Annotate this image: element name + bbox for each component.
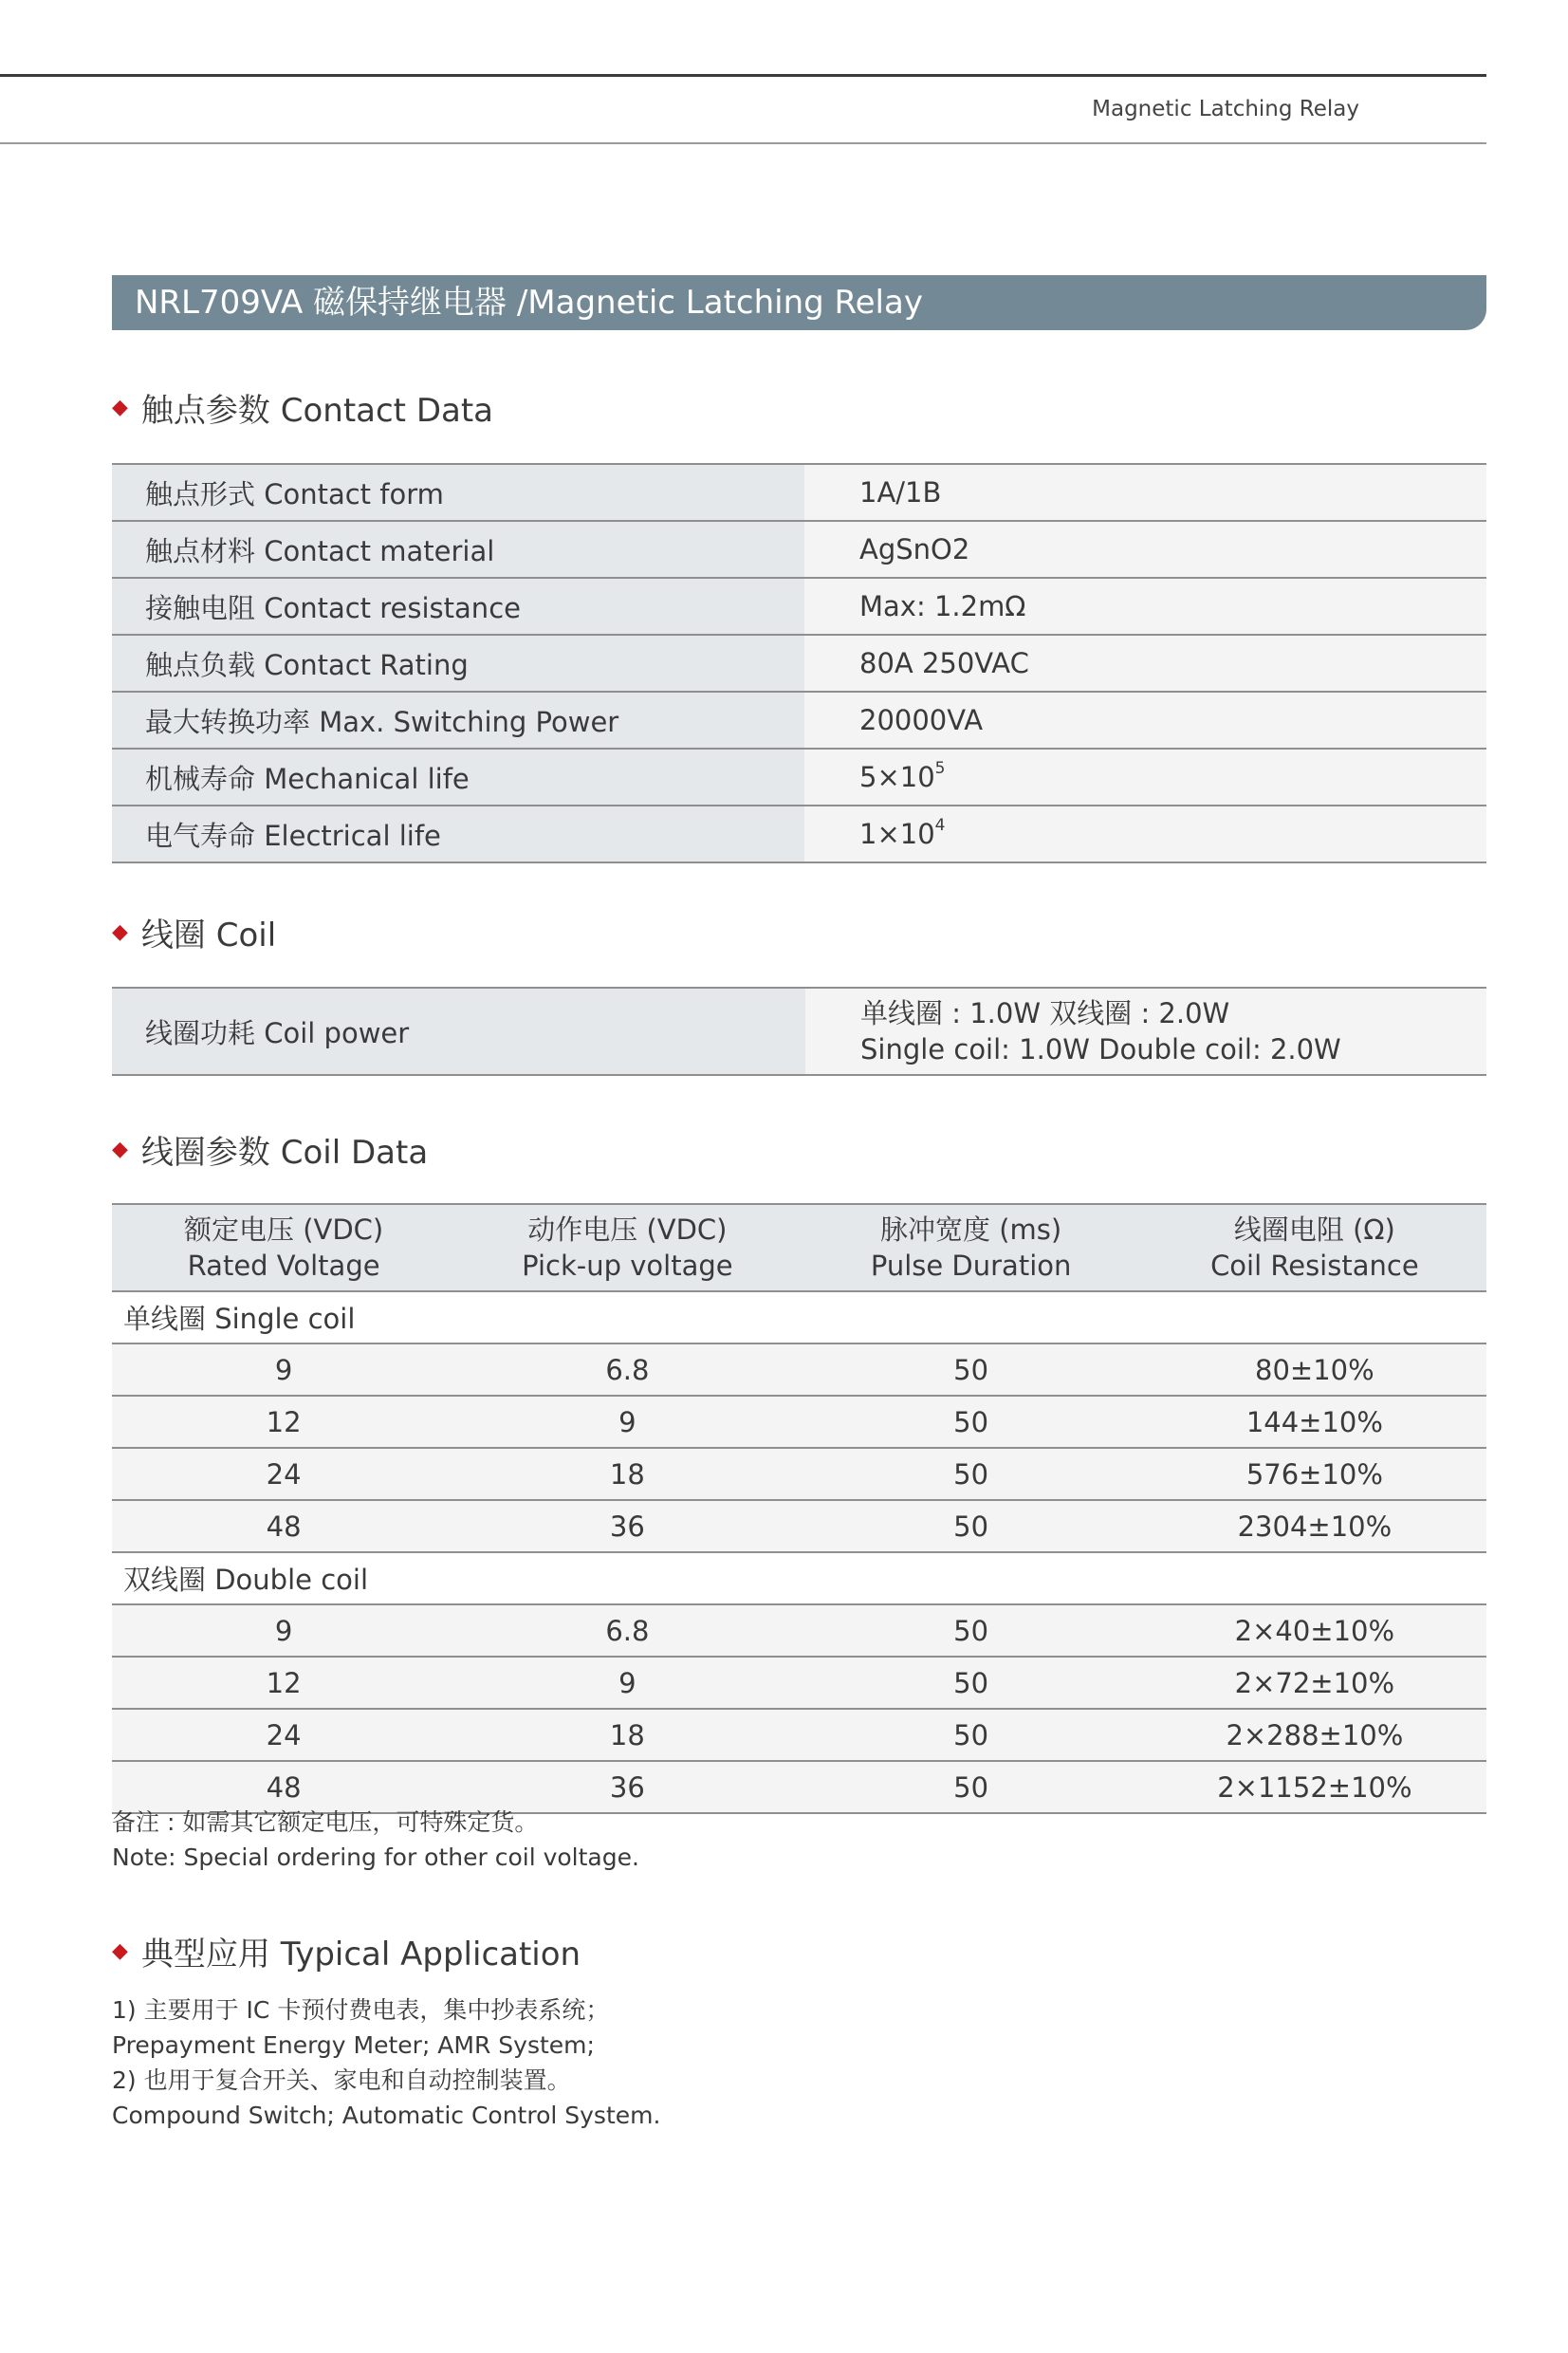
contact-data-title: 触点参数 Contact Data <box>140 392 493 430</box>
cell: 12 <box>112 1657 455 1709</box>
row-label: 接触电阻 Contact resistance <box>112 578 804 635</box>
table-row <box>112 1343 1486 1396</box>
table-header-row <box>112 1204 1486 1291</box>
table-row <box>112 1709 1486 1761</box>
cell: 9 <box>455 1396 799 1448</box>
cell: 576±10% <box>1143 1448 1486 1500</box>
table-row <box>112 806 1486 862</box>
table-row <box>112 988 1486 1075</box>
column-header: 额定电压 (VDC) Rated Voltage <box>112 1204 455 1291</box>
table-row <box>112 464 1486 521</box>
coil-title: 线圈 Coil <box>140 917 277 954</box>
product-title-banner: NRL709VA 磁保持继电器 /Magnetic Latching Relay <box>112 275 1486 330</box>
top-rule <box>0 74 1486 77</box>
group-row-single <box>112 1291 1486 1343</box>
cell: 12 <box>112 1396 455 1448</box>
cell: 50 <box>800 1500 1143 1552</box>
value-base: 5×10 <box>859 761 935 793</box>
cell: 9 <box>112 1343 455 1396</box>
row-value: AgSnO2 <box>804 521 1486 578</box>
column-header: 脉冲宽度 (ms) Pulse Duration <box>800 1204 1143 1291</box>
table-row <box>112 1500 1486 1552</box>
cell: 2×288±10% <box>1143 1709 1486 1761</box>
cell: 50 <box>800 1343 1143 1396</box>
value-exponent: 4 <box>934 816 946 835</box>
row-value <box>805 988 1486 1075</box>
column-header: 线圈电阻 (Ω) Coil Resistance <box>1143 1204 1486 1291</box>
application-line: 1) 主要用于 IC 卡预付费电表，集中抄表系统； <box>112 1996 610 2024</box>
cell: 144±10% <box>1143 1396 1486 1448</box>
running-header: Magnetic Latching Relay <box>1092 97 1359 121</box>
cell: 6.8 <box>455 1604 799 1657</box>
row-label: 机械寿命 Mechanical life <box>112 749 804 806</box>
application-line: Prepayment Energy Meter; AMR System; <box>112 2031 595 2059</box>
cell: 48 <box>112 1761 455 1813</box>
header-rule <box>0 142 1486 144</box>
row-label: 最大转换功率 Max. Switching Power <box>112 692 804 749</box>
row-value: 1A/1B <box>804 464 1486 521</box>
cell: 50 <box>800 1657 1143 1709</box>
table-row <box>112 749 1486 806</box>
table-row <box>112 1657 1486 1709</box>
application-title: 典型应用 Typical Application <box>140 1936 581 1973</box>
application-heading <box>112 1928 581 1974</box>
application-line: Compound Switch; Automatic Control System. <box>112 2102 661 2129</box>
column-header: 动作电压 (VDC) Pick-up voltage <box>455 1204 799 1291</box>
row-label: 触点材料 Contact material <box>112 521 804 578</box>
cell: 50 <box>800 1761 1143 1813</box>
cell: 2×72±10% <box>1143 1657 1486 1709</box>
cell: 6.8 <box>455 1343 799 1396</box>
cell: 48 <box>112 1500 455 1552</box>
table-row <box>112 521 1486 578</box>
application-list <box>112 1992 660 2133</box>
cell: 18 <box>455 1448 799 1500</box>
cell: 36 <box>455 1761 799 1813</box>
value-exponent: 5 <box>934 759 946 778</box>
cell: 24 <box>112 1709 455 1761</box>
group-label: 单线圈 Single coil <box>112 1291 1486 1343</box>
contact-data-heading <box>112 384 493 431</box>
row-value: Max: 1.2mΩ <box>804 578 1486 635</box>
diamond-bullet-icon: ◆ <box>112 920 128 944</box>
table-row <box>112 692 1486 749</box>
ordering-note <box>112 1805 639 1875</box>
note-en: Note: Special ordering for other coil voltage. <box>112 1843 639 1871</box>
cell: 2×1152±10% <box>1143 1761 1486 1813</box>
cell: 9 <box>455 1657 799 1709</box>
cell: 36 <box>455 1500 799 1552</box>
row-label: 线圈功耗 Coil power <box>112 988 805 1075</box>
diamond-bullet-icon: ◆ <box>112 1138 128 1161</box>
group-row-double <box>112 1552 1486 1604</box>
value-base: 1×10 <box>859 818 935 850</box>
coil-table <box>112 987 1486 1076</box>
row-value: 80A 250VAC <box>804 635 1486 692</box>
table-row <box>112 635 1486 692</box>
table-row <box>112 1396 1486 1448</box>
cell: 50 <box>800 1604 1143 1657</box>
cell: 50 <box>800 1709 1143 1761</box>
contact-data-table <box>112 463 1486 863</box>
cell: 50 <box>800 1396 1143 1448</box>
row-label: 触点形式 Contact form <box>112 464 804 521</box>
coil-power-en: Single coil: 1.0W Double coil: 2.0W <box>860 1033 1341 1065</box>
coil-heading <box>112 909 276 955</box>
coil-data-table <box>112 1203 1486 1814</box>
cell: 9 <box>112 1604 455 1657</box>
row-value <box>804 749 1486 806</box>
table-row <box>112 578 1486 635</box>
cell: 50 <box>800 1448 1143 1500</box>
table-row <box>112 1448 1486 1500</box>
row-label: 触点负载 Contact Rating <box>112 635 804 692</box>
note-cn: 备注 : 如需其它额定电压，可特殊定货。 <box>112 1808 539 1836</box>
application-line: 2) 也用于复合开关、家电和自动控制装置。 <box>112 2066 571 2094</box>
row-label: 电气寿命 Electrical life <box>112 806 804 862</box>
row-value <box>804 806 1486 862</box>
cell: 2×40±10% <box>1143 1604 1486 1657</box>
cell: 2304±10% <box>1143 1500 1486 1552</box>
coil-data-heading <box>112 1126 428 1173</box>
coil-power-cn: 单线圈 : 1.0W 双线圈 : 2.0W <box>860 997 1230 1029</box>
cell: 80±10% <box>1143 1343 1486 1396</box>
cell: 24 <box>112 1448 455 1500</box>
coil-data-title: 线圈参数 Coil Data <box>140 1134 429 1172</box>
cell: 18 <box>455 1709 799 1761</box>
table-row <box>112 1604 1486 1657</box>
group-label: 双线圈 Double coil <box>112 1552 1486 1604</box>
row-value: 20000VA <box>804 692 1486 749</box>
diamond-bullet-icon: ◆ <box>112 1939 128 1963</box>
diamond-bullet-icon: ◆ <box>112 396 128 419</box>
